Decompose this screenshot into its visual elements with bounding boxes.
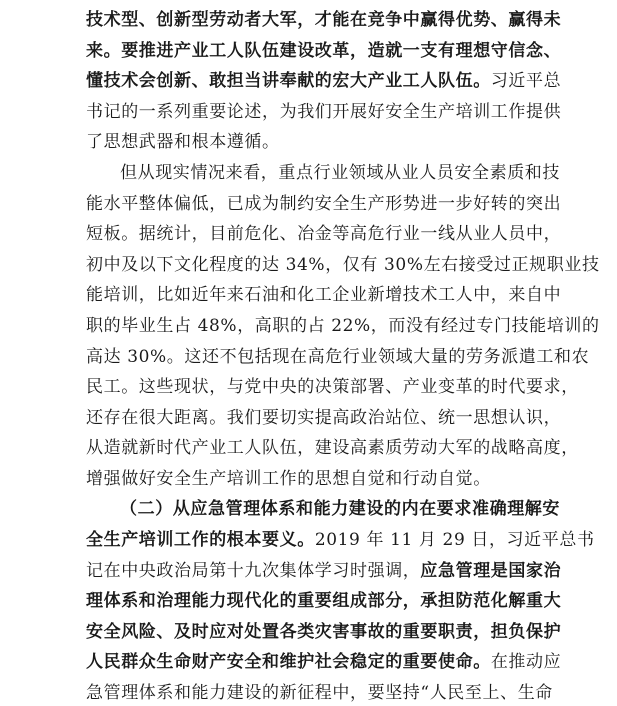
text-line <box>86 344 590 370</box>
text-run: 但从现实情况来看，重点行业领域从业人员安全素质和技 <box>120 163 560 183</box>
text-line <box>86 68 562 94</box>
bold-text-run: 应急管理是国家治 <box>420 561 562 581</box>
text-run: 增强做好安全生产培训工作的思想自觉和行动自觉。 <box>86 469 491 489</box>
bold-text-run: 技术型、创新型劳动者大军，才能在竞争中赢得优势、赢得未 <box>86 10 562 30</box>
text-line <box>86 588 562 614</box>
text-run: 从造就新时代产业工人队伍，建设高素质劳动大军的战略高度， <box>86 438 579 458</box>
bold-text-run: 全生产培训工作的根本要义。 <box>86 530 315 550</box>
bold-text-run: 来。要推进产业工人队伍建设改革，造就一支有理想守信念、 <box>86 41 562 61</box>
text-line <box>86 313 600 339</box>
text-line <box>86 99 562 125</box>
text-run: 能培训，比如近年来石油和化工企业新增技术工人中，来自中 <box>86 285 562 305</box>
text-line <box>86 129 546 155</box>
text-line <box>86 680 553 706</box>
text-run: 急管理体系和能力建设的新征程中，要坚持“人民至上、生命 <box>86 683 553 703</box>
text-run: 习近平总 <box>490 71 562 91</box>
text-line <box>86 619 562 645</box>
text-line <box>86 466 546 492</box>
bold-text-run: 安全风险、及时应对处置各类灾害事故的重要职责，担负保护 <box>86 622 562 642</box>
text-run: 还存在很大距离。我们要切实提高政治站位、统一思想认识， <box>86 408 562 428</box>
text-line <box>86 221 562 247</box>
text-line <box>86 558 562 584</box>
text-run: 职的毕业生占 48%，高职的占 22%，而没有经过专门技能培训的 <box>86 316 600 336</box>
text-line <box>86 7 562 33</box>
text-run: 民工。这些现状，与党中央的决策部署、产业变革的时代要求， <box>86 377 579 397</box>
text-run: 在推动应 <box>490 652 562 672</box>
text-line <box>120 160 560 186</box>
text-run: 记在中央政治局第十九次集体学习时强调， <box>86 561 421 581</box>
text-line <box>86 405 562 431</box>
text-line <box>86 191 562 217</box>
bold-text-run: 懂技术会创新、敢担当讲奉献的宏大产业工人队伍。 <box>86 71 491 91</box>
text-run: 初中及以下文化程度的达 34%，仅有 30%左右接受过正规职业技 <box>86 255 600 275</box>
section-heading <box>120 496 560 522</box>
bold-text-run: 人民群众生命财产安全和维护社会稳定的重要使命。 <box>86 652 491 672</box>
text-line <box>86 435 579 461</box>
text-line <box>86 38 562 64</box>
text-run: 书记的一系列重要论述，为我们开展好安全生产培训工作提供 <box>86 102 562 122</box>
text-run: 能水平整体偏低，已成为制约安全生产形势进一步好转的突出 <box>86 194 562 214</box>
bold-text-run: （二）从应急管理体系和能力建设的内在要求准确理解安 <box>120 499 560 519</box>
text-line <box>86 282 562 308</box>
text-line <box>86 374 579 400</box>
text-run: 短板。据统计，目前危化、冶金等高危行业一线从业人员中， <box>86 224 562 244</box>
text-line <box>86 527 595 553</box>
text-line <box>86 252 600 278</box>
text-run: 了思想武器和根本遵循。 <box>86 132 280 152</box>
text-run: 高达 30%。这还不包括现在高危行业领域大量的劳务派遣工和农 <box>86 347 590 367</box>
text-run: 2019 年 11 月 29 日，习近平总书 <box>314 530 595 550</box>
text-line <box>86 649 562 675</box>
bold-text-run: 理体系和治理能力现代化的重要组成部分，承担防范化解重大 <box>86 591 562 611</box>
